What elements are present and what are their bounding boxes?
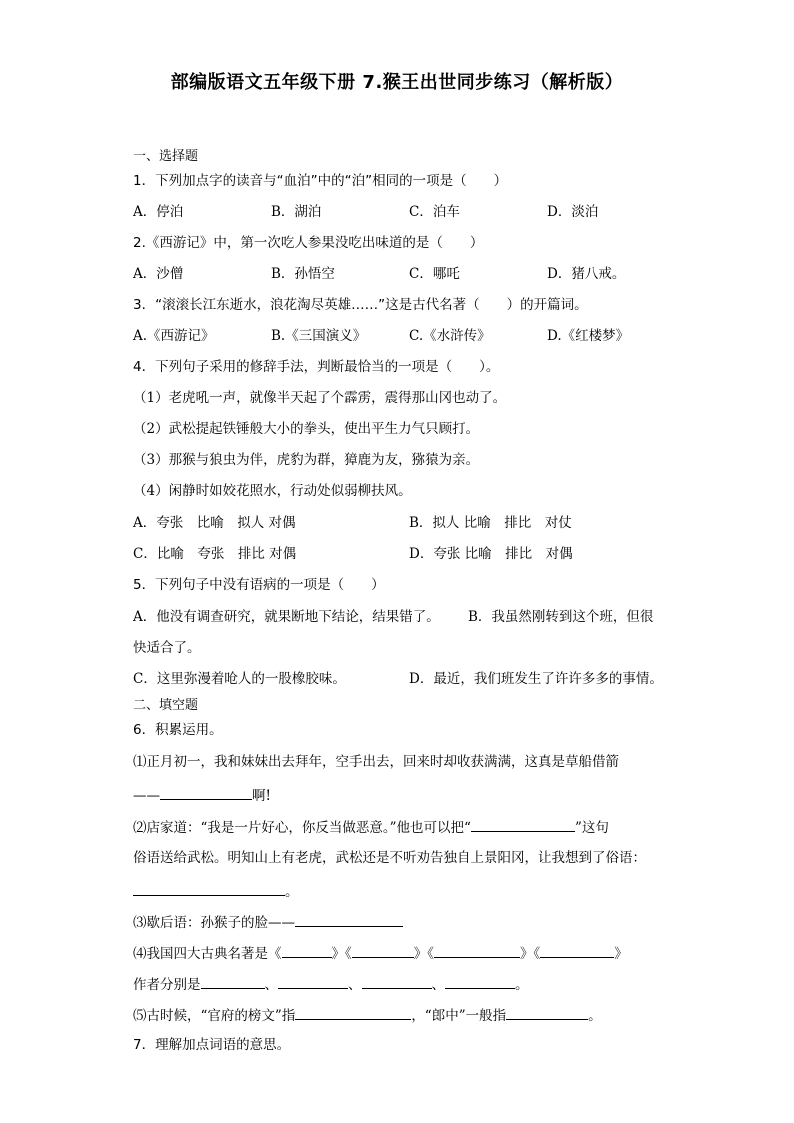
suffix-text: 啊! <box>252 788 271 804</box>
separator-text: 》《 <box>413 946 434 962</box>
question-2-option-a: A．沙僧 <box>133 266 184 282</box>
question-2-stem: 2.《西游记》中，第一次吃人参果没吃出味道的是（ ） <box>133 235 484 251</box>
question-4-item-1: （1）老虎吼一声，就像半天起了个霹雳，震得那山冈也动了。 <box>133 390 507 406</box>
question-6-stem: 6．积累运用。 <box>133 722 223 738</box>
question-5-option-c: C．这里弥漫着呛人的一股橡胶味。 <box>133 671 346 687</box>
answer-blank-12[interactable] <box>445 974 515 989</box>
answer-blank-2[interactable] <box>471 817 575 832</box>
question-2-option-d: D．猪八戒。 <box>547 266 626 282</box>
question-5-option-d: D．最近，我们班发生了许许多多的事情。 <box>409 671 663 687</box>
answer-blank-3[interactable] <box>133 881 285 896</box>
separator-text: 》《 <box>520 946 541 962</box>
section-heading-fill: 二、填空题 <box>133 698 199 713</box>
question-4-item-4: （4）闲静时如姣花照水，行动处似弱柳扶风。 <box>133 483 412 499</box>
question-1-option-b: B．湖泊 <box>271 204 322 220</box>
answer-blank-11[interactable] <box>362 974 432 989</box>
question-3-option-a: A.《西游记》 <box>133 328 215 344</box>
suffix-text: ”这句 <box>574 820 609 836</box>
question-3-stem: 3．“滚滚长江东逝水，浪花淘尽英雄……”这是古代名著（ ）的开篇词。 <box>133 297 588 313</box>
suffix-text: 。 <box>515 977 529 993</box>
question-3-option-d: D.《红楼梦》 <box>547 328 630 344</box>
question-5-option-b-continued: 快适合了。 <box>133 640 201 656</box>
answer-blank-9[interactable] <box>201 974 265 989</box>
prefix-text: ⑶歇后语：孙猴子的脸—— <box>133 915 295 931</box>
separator-text: 》《 <box>331 946 352 962</box>
question-1-option-a: A．停泊 <box>133 204 184 220</box>
answer-blank-14[interactable] <box>506 1005 588 1020</box>
separator-text: 、 <box>348 977 362 993</box>
question-3-option-b: B.《三国演义》 <box>271 328 367 344</box>
prefix-text: ⑸古时候，“官府的榜文”指 <box>133 1008 296 1024</box>
question-6-sub-5 <box>133 1005 602 1025</box>
question-1-stem-b: “血泊”中的“泊”相同的一项是（ ） <box>276 173 508 189</box>
prefix-text: ⑷我国四大古典名著是《 <box>133 946 282 962</box>
dash-text: —— <box>133 788 160 804</box>
answer-blank-6[interactable] <box>352 943 414 958</box>
prefix-text: ⑵店家道：“我是一片好心，你反当做恶意。”他也可以把“ <box>133 820 471 836</box>
question-6-sub-2-line-1 <box>133 817 609 837</box>
prefix-text: 作者分别是 <box>133 977 201 993</box>
question-4-option-b: B．拟人 比喻 排比 对仗 <box>409 515 572 531</box>
question-4-option-a: A．夸张 比喻 拟人 对偶 <box>133 515 296 531</box>
question-4-item-2: （2）武松提起铁锤般大小的拳头，使出平生力气只顾打。 <box>133 421 480 437</box>
suffix-text: 。 <box>588 1008 602 1024</box>
answer-blank-8[interactable] <box>540 943 614 958</box>
separator-text: 、 <box>264 977 278 993</box>
answer-blank-13[interactable] <box>295 1005 411 1020</box>
suffix-text: 。 <box>285 884 299 900</box>
question-2-option-b: B．孙悟空 <box>271 266 335 282</box>
question-4-option-c: C．比喻 夸张 排比 对偶 <box>133 546 297 562</box>
question-6-sub-4-line-1 <box>133 943 628 963</box>
question-1-option-d: D．淡泊 <box>547 204 599 220</box>
question-5-option-a: A．他没有调查研究，就果断地下结论，结果错了。 <box>133 609 440 625</box>
answer-blank-7[interactable] <box>434 943 520 958</box>
answer-blank-4[interactable] <box>295 912 403 927</box>
separator-text: 、 <box>431 977 445 993</box>
answer-blank-1[interactable] <box>160 785 252 800</box>
question-1-stem-a: 1．下列加点字的读音与 <box>133 173 277 189</box>
question-4-stem: 4．下列句子采用的修辞手法，判断最恰当的一项是（ ）。 <box>133 359 500 375</box>
question-5-stem: 5．下列句子中没有语病的一项是（ ） <box>133 577 385 593</box>
question-6-sub-3 <box>133 912 403 932</box>
answer-blank-10[interactable] <box>278 974 348 989</box>
section-heading-choice: 一、选择题 <box>133 149 199 164</box>
answer-blank-5[interactable] <box>282 943 332 958</box>
question-4-option-d: D．夸张 比喻 排比 对偶 <box>409 546 573 562</box>
question-3-option-c: C.《水浒传》 <box>409 328 491 344</box>
page-title: 部编版语文五年级下册 7.猴王出世同步练习（解析版） <box>170 72 624 93</box>
suffix-text: 》 <box>614 946 628 962</box>
question-6-sub-2-line-3 <box>133 881 299 901</box>
question-1-stem <box>133 172 507 190</box>
question-4-item-3: （3）那猴与狼虫为伴，虎豹为群，獐鹿为友，猕猿为亲。 <box>133 452 480 468</box>
middle-text: ，“郎中”一般指 <box>411 1008 507 1024</box>
question-1-option-c: C．泊车 <box>409 204 460 220</box>
question-5-option-b: B．我虽然刚转到这个班，但很 <box>468 609 654 625</box>
question-6-sub-1-line-1: ⑴正月初一，我和妹妹出去拜年，空手出去，回来时却收获满满，这真是草船借箭 <box>133 754 619 770</box>
question-6-sub-2-line-2: 俗语送给武松。明知山上有老虎，武松还是不听劝告独自上景阳冈，让我想到了俗语： <box>133 850 646 866</box>
question-6-sub-4-line-2 <box>133 974 529 994</box>
question-2-option-c: C．哪吒 <box>409 266 460 282</box>
question-6-sub-1-line-2 <box>133 785 271 805</box>
question-7-stem: 7．理解加点词语的意思。 <box>133 1037 291 1053</box>
